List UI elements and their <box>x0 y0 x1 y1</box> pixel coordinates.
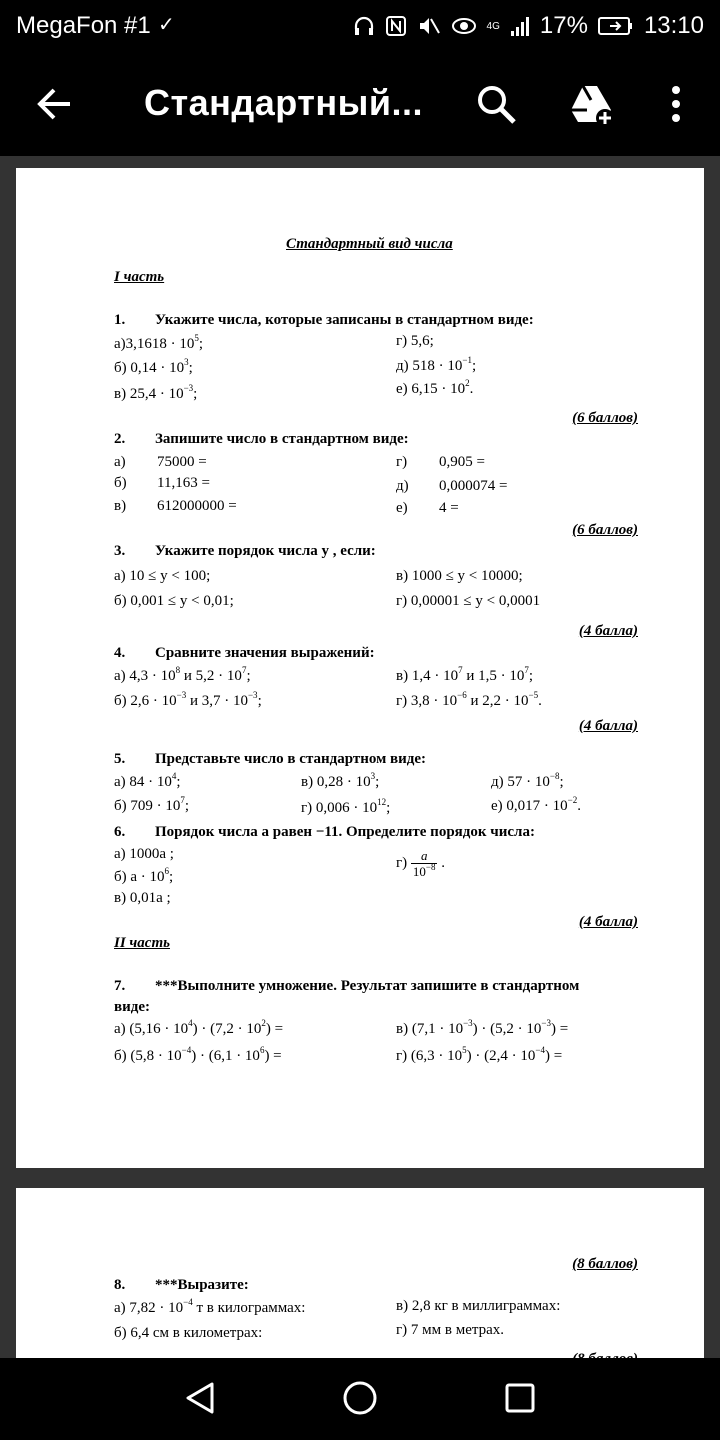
nav-home-icon[interactable] <box>342 1380 378 1416</box>
q1-item-e: д) $518 \cdot 10^{-1}$; <box>396 355 477 374</box>
q2-value-e: 0,000074 = <box>439 478 508 494</box>
doc-title: Стандартный вид числа <box>286 236 453 252</box>
q1-item-b: б) $0,14 \cdot 10^3$; <box>114 357 193 376</box>
back-arrow-icon[interactable] <box>30 78 82 130</box>
q2-label-c: в) <box>114 498 127 514</box>
q6-item-d: г) $\frac{a}{10^{-8}}$ . <box>396 848 445 879</box>
q3-item-b: б) 0,001 ≤ y < 0,01; <box>114 593 234 609</box>
q8-item-c: в) 2,8 кг в миллиграммах: <box>396 1298 561 1314</box>
headphones-icon <box>353 15 375 37</box>
q4-text: Сравните значения выражений: <box>155 645 375 661</box>
battery-percent: 17% <box>539 12 588 39</box>
q2-value-d: 0,905 = <box>439 454 485 470</box>
q4-item-a: а) $4,3 \cdot 10^8$ и $5,2 \cdot 10^7$; <box>114 665 251 684</box>
more-options-icon[interactable] <box>650 78 702 130</box>
add-to-drive-icon[interactable] <box>565 78 617 130</box>
document-title: Стандартный... <box>144 82 424 123</box>
q1-item-c: в) $25,4 \cdot 10^{-3}$; <box>114 383 198 402</box>
nfc-icon <box>385 15 407 37</box>
q6-item-b: б) $a \cdot 10^6$; <box>114 866 174 885</box>
battery-icon <box>598 15 634 37</box>
q3-text: Укажите порядок числа y , если: <box>155 543 376 559</box>
status-bar <box>0 0 720 52</box>
q7-item-b: б) $(5,8 \cdot 10^{-4}) \cdot (6,1 \cdot 10^6)$ = <box>114 1045 282 1064</box>
eye-icon <box>451 15 477 37</box>
q4-number: 4. <box>114 645 126 661</box>
q5-item-f: е) $0,017 \cdot 10^{-2}$. <box>491 795 581 814</box>
q5-item-e: д) $57 \cdot 10^{-8}$; <box>491 771 564 790</box>
q2-label-b: б) <box>114 475 127 491</box>
q7-item-c: в) $(7,1 \cdot 10^{-3}) \cdot (5,2 \cdot 10^{-3})$ = <box>396 1018 569 1037</box>
q3-item-d: г) 0,00001 ≤ y < 0,0001 <box>396 593 541 609</box>
nav-back-icon[interactable] <box>182 1380 218 1416</box>
q6-item-c: в) 0,01a ; <box>114 890 171 906</box>
q2-value-c: 612000000 = <box>157 498 237 514</box>
q2-value-b: 11,163 = <box>157 475 210 491</box>
q2-text: Запишите число в стандартном виде: <box>155 431 409 447</box>
network-type: 4G <box>486 20 500 32</box>
signal-icon <box>510 15 530 37</box>
q5-item-b: б) $709 \cdot 10^7$; <box>114 795 190 814</box>
app-bar <box>0 52 720 156</box>
q2-value-a: 75000 = <box>157 454 207 470</box>
q1-score: (6 баллов) <box>572 410 638 426</box>
q2-label-f: е) <box>396 500 408 516</box>
q2-label-d: г) <box>396 454 408 470</box>
q1-item-f: е) $6,15 \cdot 10^2$. <box>396 378 474 397</box>
search-icon[interactable] <box>470 78 522 130</box>
q3-score: (4 балла) <box>578 623 638 639</box>
q6-number: 6. <box>114 824 126 840</box>
q8-item-d: г) 7 мм в метрах. <box>396 1322 505 1338</box>
q2-number: 2. <box>114 431 126 447</box>
part1-heading: I часть <box>114 269 165 285</box>
q7-item-a: а) $(5,16 \cdot 10^4) \cdot (7,2 \cdot 10^2)$ = <box>114 1018 284 1037</box>
q7-number: 7. <box>114 978 126 994</box>
q1-text: Укажите числа, которые записаны в стандартном виде: <box>155 312 534 328</box>
q7-score: (8 баллов) <box>572 1256 638 1272</box>
q4-item-b: б) $2,6 \cdot 10^{-3}$ и $3,7 \cdot 10^{-3}$; <box>114 690 262 709</box>
q2-label-e: д) <box>396 478 409 494</box>
mute-icon <box>417 15 441 37</box>
carrier-name: MegaFon #1 <box>16 12 151 39</box>
q5-item-d: г) $0,006 \cdot 10^{12}$; <box>301 797 391 816</box>
q8-number: 8. <box>114 1277 126 1293</box>
q3-item-a: а) 10 ≤ y < 100; <box>114 568 211 584</box>
q1-item-a: $а)3,1618 \cdot 10^5$; <box>114 333 204 352</box>
q1-item-d: г) 5,6; <box>396 333 434 349</box>
q6-score: (4 балла) <box>578 914 638 930</box>
nav-recents-icon[interactable] <box>502 1380 538 1416</box>
q3-item-c: в) 1000 ≤ y < 10000; <box>396 568 523 584</box>
q6-text: Порядок числа a равен −11. Определите порядок числа: <box>155 824 535 840</box>
part2-heading: II часть <box>114 935 170 951</box>
document-page-1[interactable] <box>16 168 704 1168</box>
q6-item-a: а) 1000a ; <box>114 846 174 862</box>
carrier-check-icon: ✓ <box>158 14 175 36</box>
q4-score: (4 балла) <box>578 718 638 734</box>
q2-value-f: 4 = <box>439 500 459 516</box>
q6-fraction: $\frac{a}{10^{-8}}$ <box>412 848 436 879</box>
q8-item-b: б) 6,4 см в километрах: <box>114 1325 263 1341</box>
q4-item-d: г) $3,8 \cdot 10^{-6}$ и $2,2 \cdot 10^{-5}$. <box>396 690 542 709</box>
q8-item-a: а) $7,82 \cdot 10^{-4}$ т в килограммах: <box>114 1297 306 1316</box>
q7-text: ***Выполните умножение. Результат запишите в стандартном <box>155 978 580 994</box>
q7-text-cont: виде: <box>114 999 150 1015</box>
q5-item-a: а) $84 \cdot 10^4$; <box>114 771 181 790</box>
q5-item-c: в) $0,28 \cdot 10^3$; <box>301 771 380 790</box>
q3-number: 3. <box>114 543 126 559</box>
q5-text: Представьте число в стандартном виде: <box>155 751 427 767</box>
clock: 13:10 <box>643 12 704 39</box>
navigation-bar <box>0 1358 720 1440</box>
q7-item-d: г) $(6,3 \cdot 10^5) \cdot (2,4 \cdot 10^{-4})$ = <box>396 1045 563 1064</box>
q2-label-a: а) <box>114 454 126 470</box>
q5-number: 5. <box>114 751 126 767</box>
q8-text: ***Выразите: <box>155 1277 249 1293</box>
q2-score: (6 баллов) <box>572 522 638 538</box>
document-page-2[interactable] <box>16 1188 704 1358</box>
q4-item-c: в) $1,4 \cdot 10^7$ и $1,5 \cdot 10^7$; <box>396 665 534 684</box>
q1-number: 1. <box>114 312 126 328</box>
